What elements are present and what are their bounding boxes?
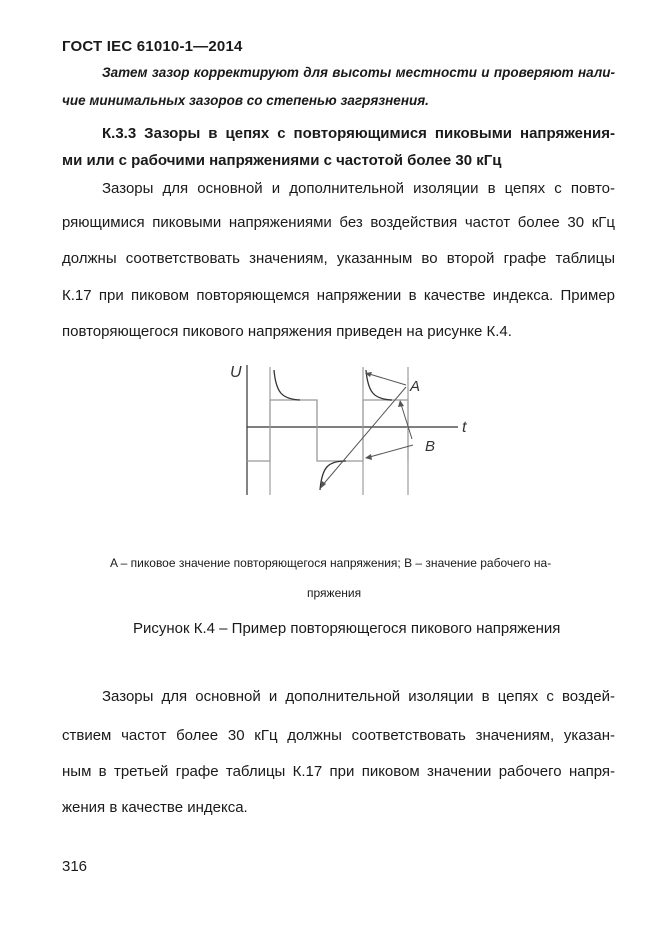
para1-line-1: Зазоры для основной и дополнительной изоляции в цепях с повто- [102,180,615,197]
arrow-b-2-head [365,454,372,460]
intro-line-1: Затем зазор корректируют для высоты местности и проверяют нали- [102,65,615,80]
u-axis-label: U [230,364,242,381]
figure-legend-line-1: A – пиковое значение повторяющегося напряжения; B – значение рабочего на- [110,556,552,570]
para2-line-3: ным в третьей графе таблицы К.17 при пиковом значении рабочего напря- [62,763,615,780]
para1-line-4: К.17 при пиковом повторяющемся напряжении в качестве индекса. Пример [62,287,615,304]
voltage-waveform-figure [220,355,480,505]
intro-line-2: чие минимальных зазоров со степенью загрязнения. [62,93,429,108]
arrow-b-1-head [398,400,404,407]
arrow-b-1 [400,401,412,439]
t-axis-label: t [462,419,467,436]
figure-legend-line-2: пряжения [307,586,362,600]
section-heading-line-1: К.3.3 Зазоры в цепях с повторяющимися пиковыми напряжения- [102,125,615,142]
label-b: B [425,438,436,455]
peak-overshoot-positive-1 [274,370,300,400]
section-heading-line-2: ми или с рабочими напряжениями с частотой более 30 кГц [62,152,502,169]
para1-line-5: повторяющегося пикового напряжения приведен на рисунке К.4. [62,323,512,340]
para1-line-3: должны соответствовать значениям, указанным во второй графе таблицы [62,250,615,267]
document-header: ГОСТ IEC 61010-1—2014 [62,38,243,55]
arrow-a-1 [366,373,406,385]
figure-title: Рисунок К.4 – Пример повторяющегося пикового напряжения [133,620,561,637]
label-a: A [410,378,421,395]
para1-line-2: ряющимися пиковыми напряжениями без воздействия частот более 30 кГц [62,214,615,231]
para2-line-4: жения в качестве индекса. [62,799,248,816]
para2-line-1: Зазоры для основной и дополнительной изоляции в цепях с воздей- [102,688,615,705]
para2-line-2: ствием частот более 30 кГц должны соответствовать значениям, указан- [62,727,615,744]
page-number: 316 [62,858,88,875]
arrow-b-2 [366,445,413,458]
working-voltage-wave [247,400,408,461]
